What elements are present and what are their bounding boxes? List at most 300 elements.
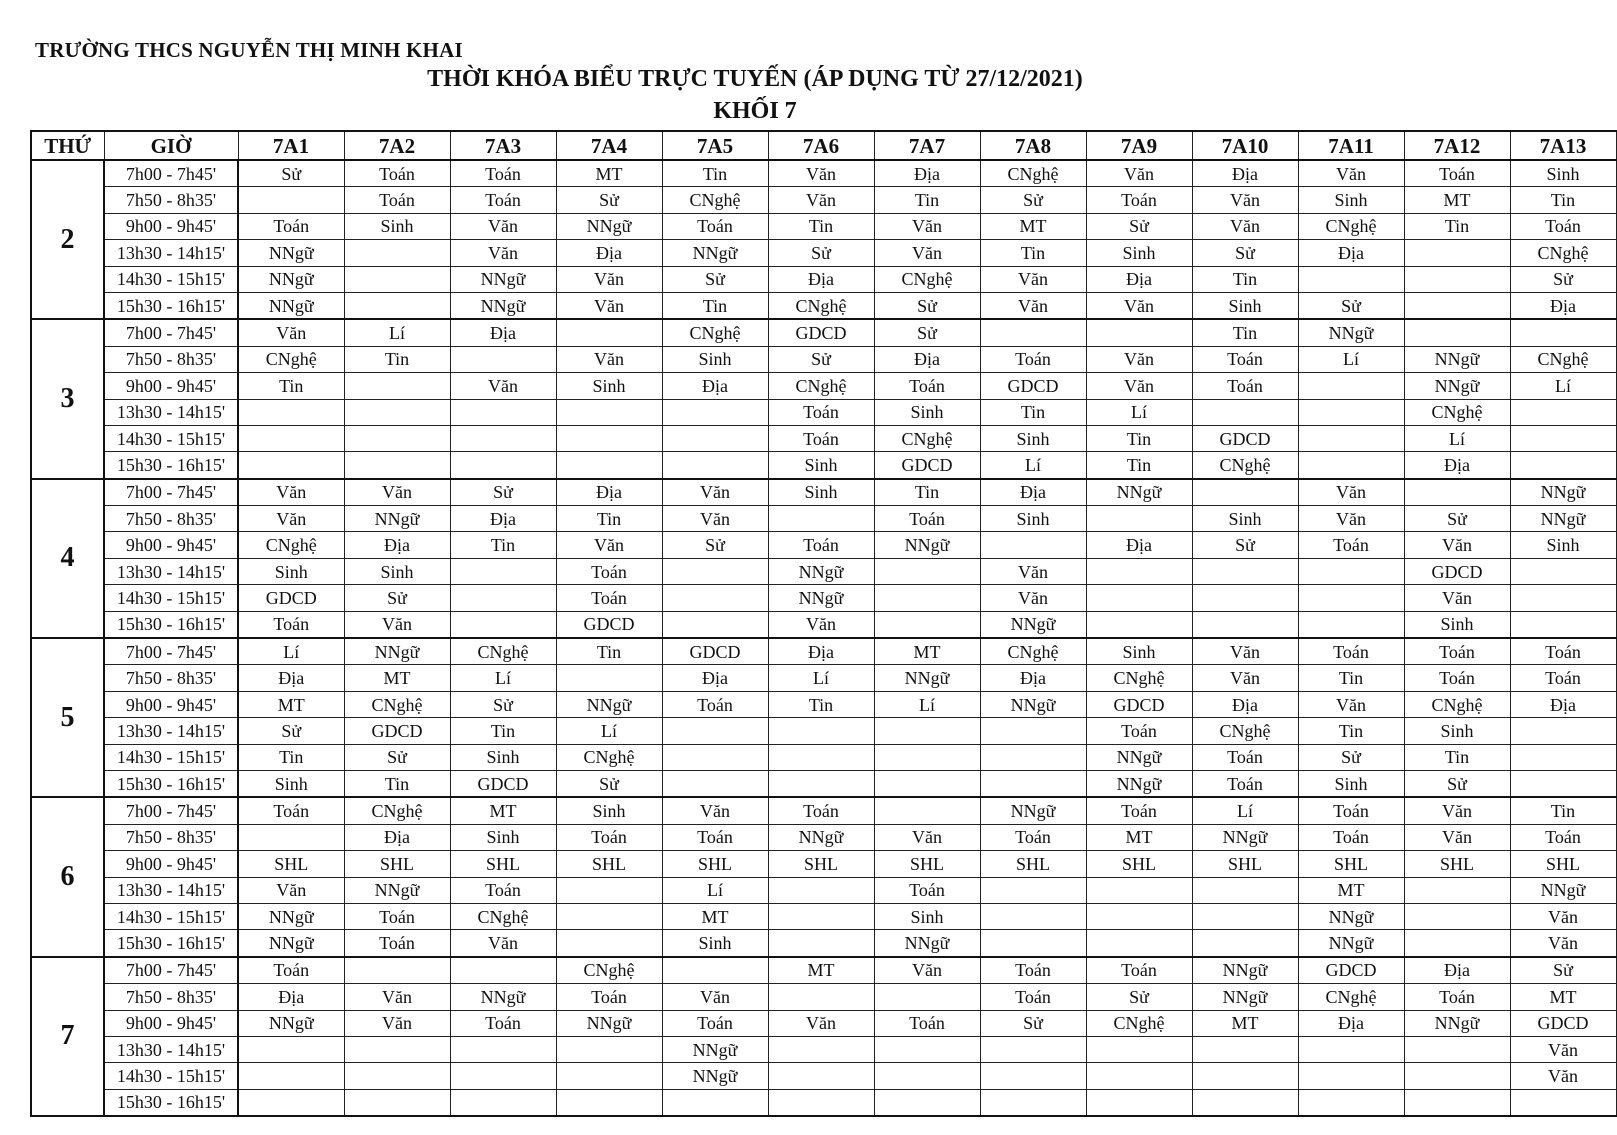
time-slot-cell: 15h30 - 16h15' — [104, 1089, 238, 1116]
subject-cell: Văn — [980, 292, 1086, 319]
subject-cell: Toán — [344, 930, 450, 957]
time-slot-cell: 13h30 - 14h15' — [104, 877, 238, 903]
subject-cell: Toán — [768, 532, 874, 558]
subject-cell: NNgữ — [238, 1010, 344, 1036]
table-row — [31, 877, 1616, 903]
subject-cell: Địa — [556, 240, 662, 266]
subject-cell: Văn — [556, 532, 662, 558]
time-slot-cell: 9h00 - 9h45' — [104, 373, 238, 399]
subject-cell: Toán — [238, 213, 344, 239]
time-slot-cell: 15h30 - 16h15' — [104, 930, 238, 957]
subject-cell: Sinh — [450, 824, 556, 850]
subject-cell — [344, 452, 450, 479]
table-row — [31, 930, 1616, 957]
subject-cell: Tin — [238, 744, 344, 770]
subject-cell: NNgữ — [1298, 930, 1404, 957]
subject-cell — [344, 957, 450, 984]
subject-cell: CNghệ — [238, 346, 344, 372]
subject-cell: MT — [1510, 984, 1616, 1010]
subject-cell: Toán — [768, 797, 874, 824]
subject-cell — [1298, 425, 1404, 451]
time-slot-cell: 14h30 - 15h15' — [104, 744, 238, 770]
subject-cell — [556, 319, 662, 346]
subject-cell — [1404, 1036, 1510, 1062]
subject-cell: Văn — [1298, 479, 1404, 506]
subject-cell: SHL — [556, 851, 662, 877]
column-header-class: 7A2 — [344, 131, 450, 160]
subject-cell: Văn — [1192, 665, 1298, 691]
subject-cell: Toán — [980, 824, 1086, 850]
subject-cell: Toán — [1510, 638, 1616, 665]
subject-cell — [1298, 585, 1404, 611]
subject-cell: Toán — [1298, 824, 1404, 850]
subject-cell: Tin — [344, 346, 450, 372]
subject-cell: Văn — [768, 611, 874, 638]
subject-cell: Tin — [662, 160, 768, 187]
time-slot-cell: 13h30 - 14h15' — [104, 558, 238, 584]
subject-cell: SHL — [1192, 851, 1298, 877]
subject-cell: NNgữ — [662, 1063, 768, 1089]
time-slot-cell: 7h50 - 8h35' — [104, 506, 238, 532]
subject-cell: Địa — [556, 479, 662, 506]
subject-cell — [980, 770, 1086, 797]
subject-cell — [556, 452, 662, 479]
table-row — [31, 1036, 1616, 1062]
subject-cell: Địa — [1510, 292, 1616, 319]
subject-cell — [768, 877, 874, 903]
subject-cell: CNghệ — [556, 744, 662, 770]
subject-cell: NNgữ — [980, 611, 1086, 638]
subject-cell: Văn — [1510, 930, 1616, 957]
subject-cell — [238, 452, 344, 479]
subject-cell — [1404, 479, 1510, 506]
subject-cell: Tin — [1404, 744, 1510, 770]
subject-cell — [1510, 558, 1616, 584]
subject-cell: Toán — [344, 187, 450, 213]
subject-cell: Toán — [1192, 346, 1298, 372]
subject-cell: NNgữ — [1404, 346, 1510, 372]
subject-cell: Văn — [344, 984, 450, 1010]
subject-cell: Toán — [874, 373, 980, 399]
subject-cell: NNgữ — [556, 213, 662, 239]
subject-cell: Tin — [768, 691, 874, 717]
subject-cell — [556, 665, 662, 691]
subject-cell: CNghệ — [1404, 691, 1510, 717]
table-row — [31, 824, 1616, 850]
subject-cell: NNgữ — [874, 930, 980, 957]
subject-cell: Toán — [662, 213, 768, 239]
subject-cell: Tin — [450, 718, 556, 744]
subject-cell: CNghệ — [980, 638, 1086, 665]
subject-cell: SHL — [1298, 851, 1404, 877]
subject-cell — [556, 425, 662, 451]
subject-cell: Tin — [768, 213, 874, 239]
subject-cell: Tin — [1404, 213, 1510, 239]
subject-cell: GDCD — [980, 373, 1086, 399]
subject-cell: Toán — [1298, 532, 1404, 558]
subject-cell: Địa — [980, 479, 1086, 506]
subject-cell — [1510, 425, 1616, 451]
subject-cell: Tin — [1510, 187, 1616, 213]
subject-cell: NNgữ — [238, 903, 344, 929]
subject-cell — [1192, 479, 1298, 506]
subject-cell: CNghệ — [450, 638, 556, 665]
subject-cell: NNgữ — [556, 1010, 662, 1036]
subject-cell — [238, 1036, 344, 1062]
subject-cell: Sinh — [1086, 240, 1192, 266]
subject-cell: Văn — [1192, 187, 1298, 213]
subject-cell: Sinh — [768, 479, 874, 506]
subject-cell: CNghệ — [450, 903, 556, 929]
subject-cell: Địa — [768, 266, 874, 292]
subject-cell: Văn — [768, 1010, 874, 1036]
subject-cell: Sinh — [450, 744, 556, 770]
subject-cell — [344, 425, 450, 451]
subject-cell: Sử — [1510, 266, 1616, 292]
subject-cell: Toán — [980, 346, 1086, 372]
subject-cell: NNgữ — [344, 877, 450, 903]
subject-cell — [768, 506, 874, 532]
time-slot-cell: 13h30 - 14h15' — [104, 1036, 238, 1062]
time-slot-cell: 15h30 - 16h15' — [104, 770, 238, 797]
subject-cell: NNgữ — [1192, 824, 1298, 850]
subject-cell: Sử — [662, 532, 768, 558]
subject-cell: NNgữ — [874, 532, 980, 558]
subject-cell: NNgữ — [238, 930, 344, 957]
table-row — [31, 346, 1616, 372]
subject-cell — [1192, 903, 1298, 929]
subject-cell — [450, 1089, 556, 1116]
subject-cell: GDCD — [556, 611, 662, 638]
subject-cell: Địa — [1404, 957, 1510, 984]
column-header-class: 7A11 — [1298, 131, 1404, 160]
subject-cell — [1510, 319, 1616, 346]
subject-cell: MT — [556, 160, 662, 187]
column-header-class: 7A13 — [1510, 131, 1616, 160]
subject-cell: Sinh — [1298, 187, 1404, 213]
subject-cell: MT — [768, 957, 874, 984]
subject-cell: Địa — [344, 532, 450, 558]
school-name: TRƯỜNG THCS NGUYỄN THỊ MINH KHAI — [35, 38, 463, 62]
subject-cell — [1404, 292, 1510, 319]
subject-cell: Sử — [1192, 240, 1298, 266]
subject-cell: NNgữ — [1404, 1010, 1510, 1036]
subject-cell — [662, 770, 768, 797]
subject-cell: MT — [1086, 824, 1192, 850]
subject-cell: NNgữ — [1192, 984, 1298, 1010]
subject-cell: Địa — [662, 665, 768, 691]
subject-cell: MT — [1298, 877, 1404, 903]
subject-cell: GDCD — [662, 638, 768, 665]
subject-cell: Toán — [344, 160, 450, 187]
table-row — [31, 452, 1616, 479]
subject-cell: Văn — [450, 213, 556, 239]
subject-cell: Sinh — [1086, 638, 1192, 665]
subject-cell — [1086, 506, 1192, 532]
subject-cell: Sử — [768, 346, 874, 372]
subject-cell — [1298, 266, 1404, 292]
subject-cell: Văn — [1086, 373, 1192, 399]
subject-cell: Lí — [1298, 346, 1404, 372]
subject-cell: Địa — [662, 373, 768, 399]
subject-cell: Toán — [1298, 797, 1404, 824]
subject-cell: Địa — [1404, 452, 1510, 479]
subject-cell: NNgữ — [1086, 770, 1192, 797]
subject-cell: Toán — [980, 957, 1086, 984]
subject-cell: Lí — [450, 665, 556, 691]
subject-cell: GDCD — [874, 452, 980, 479]
subject-cell — [980, 1063, 1086, 1089]
subject-cell: Địa — [450, 506, 556, 532]
subject-cell: Địa — [344, 824, 450, 850]
subject-cell: GDCD — [450, 770, 556, 797]
subject-cell: Văn — [1510, 1036, 1616, 1062]
subject-cell — [874, 611, 980, 638]
subject-cell: Tin — [1086, 452, 1192, 479]
subject-cell: NNgữ — [662, 1036, 768, 1062]
subject-cell — [238, 425, 344, 451]
subject-cell: MT — [980, 213, 1086, 239]
subject-cell — [556, 399, 662, 425]
subject-cell: NNgữ — [238, 240, 344, 266]
subject-cell: MT — [1404, 187, 1510, 213]
subject-cell: GDCD — [344, 718, 450, 744]
subject-cell — [1086, 585, 1192, 611]
subject-cell — [1086, 877, 1192, 903]
time-slot-cell: 13h30 - 14h15' — [104, 718, 238, 744]
subject-cell: Sinh — [238, 770, 344, 797]
subject-cell — [662, 957, 768, 984]
subject-cell — [238, 1089, 344, 1116]
subject-cell: GDCD — [1298, 957, 1404, 984]
subject-cell — [1404, 240, 1510, 266]
subject-cell: Toán — [450, 187, 556, 213]
day-cell: 4 — [31, 479, 104, 638]
subject-cell — [980, 930, 1086, 957]
subject-cell: Toán — [1192, 373, 1298, 399]
subject-cell — [238, 824, 344, 850]
subject-cell: Toán — [556, 585, 662, 611]
table-row — [31, 957, 1616, 984]
time-slot-cell: 15h30 - 16h15' — [104, 292, 238, 319]
table-row — [31, 984, 1616, 1010]
table-row — [31, 479, 1616, 506]
subject-cell: Sử — [556, 770, 662, 797]
subject-cell — [556, 930, 662, 957]
subject-cell: SHL — [238, 851, 344, 877]
subject-cell: CNghệ — [1086, 1010, 1192, 1036]
table-row — [31, 292, 1616, 319]
subject-cell — [1404, 1063, 1510, 1089]
subject-cell: Toán — [662, 824, 768, 850]
subject-cell: Địa — [980, 665, 1086, 691]
column-header-class: 7A3 — [450, 131, 556, 160]
subject-cell: MT — [450, 797, 556, 824]
subject-cell — [450, 1063, 556, 1089]
table-row — [31, 399, 1616, 425]
subject-cell: Văn — [980, 585, 1086, 611]
time-slot-cell: 7h00 - 7h45' — [104, 957, 238, 984]
time-slot-cell: 9h00 - 9h45' — [104, 691, 238, 717]
subject-cell — [980, 1036, 1086, 1062]
day-cell: 5 — [31, 638, 104, 797]
subject-cell — [1510, 718, 1616, 744]
subject-cell — [1086, 1063, 1192, 1089]
subject-cell: Địa — [1086, 532, 1192, 558]
subject-cell: Tin — [1298, 718, 1404, 744]
subject-cell: Sinh — [1510, 160, 1616, 187]
subject-cell: Địa — [238, 984, 344, 1010]
subject-cell: GDCD — [1086, 691, 1192, 717]
subject-cell: Lí — [1510, 373, 1616, 399]
subject-cell: GDCD — [1192, 425, 1298, 451]
subject-cell: Địa — [1086, 266, 1192, 292]
table-row — [31, 585, 1616, 611]
subject-cell: Địa — [1510, 691, 1616, 717]
subject-cell: Văn — [344, 1010, 450, 1036]
subject-cell: MT — [662, 903, 768, 929]
subject-cell — [1404, 877, 1510, 903]
subject-cell: Địa — [1192, 160, 1298, 187]
subject-cell: Văn — [1404, 797, 1510, 824]
subject-cell: Lí — [556, 718, 662, 744]
subject-cell — [556, 1036, 662, 1062]
subject-cell: Toán — [874, 506, 980, 532]
timetable-body — [31, 160, 1616, 1116]
subject-cell: Tin — [556, 506, 662, 532]
subject-cell — [662, 744, 768, 770]
table-row — [31, 506, 1616, 532]
time-slot-cell: 9h00 - 9h45' — [104, 851, 238, 877]
grade-title: KHỐI 7 — [713, 98, 797, 124]
subject-cell: Sử — [768, 240, 874, 266]
time-slot-cell: 7h00 - 7h45' — [104, 319, 238, 346]
subject-cell: Văn — [662, 479, 768, 506]
subject-cell: Toán — [1404, 160, 1510, 187]
subject-cell: Toán — [1086, 718, 1192, 744]
column-header-class: 7A1 — [238, 131, 344, 160]
day-cell: 3 — [31, 319, 104, 478]
subject-cell: Sử — [980, 187, 1086, 213]
subject-cell — [1404, 266, 1510, 292]
subject-cell — [1404, 903, 1510, 929]
subject-cell: SHL — [662, 851, 768, 877]
subject-cell: MT — [1192, 1010, 1298, 1036]
subject-cell — [874, 744, 980, 770]
subject-cell: CNghệ — [1510, 240, 1616, 266]
subject-cell: Văn — [238, 479, 344, 506]
subject-cell: NNgữ — [1510, 506, 1616, 532]
subject-cell — [1086, 930, 1192, 957]
subject-cell: Địa — [238, 665, 344, 691]
column-header-class: 7A7 — [874, 131, 980, 160]
subject-cell — [768, 930, 874, 957]
subject-cell: NNgữ — [1086, 744, 1192, 770]
subject-cell: GDCD — [768, 319, 874, 346]
subject-cell: SHL — [1404, 851, 1510, 877]
subject-cell — [768, 718, 874, 744]
subject-cell: Toán — [662, 691, 768, 717]
subject-cell — [344, 1036, 450, 1062]
subject-cell: Toán — [980, 984, 1086, 1010]
subject-cell: MT — [238, 691, 344, 717]
time-slot-cell: 7h50 - 8h35' — [104, 824, 238, 850]
header-row — [31, 131, 1616, 160]
subject-cell: Sinh — [556, 797, 662, 824]
subject-cell: Sinh — [874, 399, 980, 425]
subject-cell: Toán — [1510, 665, 1616, 691]
time-slot-cell: 7h00 - 7h45' — [104, 797, 238, 824]
subject-cell: Văn — [1404, 585, 1510, 611]
subject-cell: Sử — [1298, 744, 1404, 770]
subject-cell: CNghệ — [1510, 346, 1616, 372]
subject-cell: GDCD — [1510, 1010, 1616, 1036]
subject-cell — [1192, 1063, 1298, 1089]
subject-cell: Toán — [874, 1010, 980, 1036]
subject-cell — [768, 1089, 874, 1116]
time-slot-cell: 9h00 - 9h45' — [104, 213, 238, 239]
subject-cell: Toán — [1298, 638, 1404, 665]
subject-cell: CNghệ — [768, 373, 874, 399]
subject-cell: CNghệ — [1404, 399, 1510, 425]
subject-cell: Sử — [238, 718, 344, 744]
subject-cell: Tin — [344, 770, 450, 797]
subject-cell: Toán — [1192, 744, 1298, 770]
subject-cell — [1298, 399, 1404, 425]
subject-cell — [450, 611, 556, 638]
subject-cell: Tin — [238, 373, 344, 399]
subject-cell — [980, 1089, 1086, 1116]
subject-cell — [1086, 319, 1192, 346]
subject-cell: Lí — [344, 319, 450, 346]
subject-cell: Sử — [344, 585, 450, 611]
subject-cell: Văn — [1298, 691, 1404, 717]
table-row — [31, 903, 1616, 929]
subject-cell — [1298, 1063, 1404, 1089]
subject-cell: Sử — [874, 292, 980, 319]
subject-cell: Sinh — [1404, 718, 1510, 744]
subject-cell: Văn — [874, 213, 980, 239]
subject-cell — [662, 425, 768, 451]
subject-cell — [1298, 558, 1404, 584]
subject-cell — [1404, 319, 1510, 346]
table-row — [31, 718, 1616, 744]
subject-cell: Văn — [238, 506, 344, 532]
subject-cell — [1510, 744, 1616, 770]
subject-cell: NNgữ — [768, 824, 874, 850]
subject-cell: CNghệ — [662, 319, 768, 346]
subject-cell — [1510, 585, 1616, 611]
subject-cell — [1192, 1089, 1298, 1116]
table-row — [31, 558, 1616, 584]
subject-cell — [980, 532, 1086, 558]
subject-cell — [662, 452, 768, 479]
subject-cell — [1086, 903, 1192, 929]
subject-cell — [874, 558, 980, 584]
subject-cell — [768, 984, 874, 1010]
subject-cell: NNgữ — [874, 665, 980, 691]
subject-cell — [1510, 770, 1616, 797]
subject-cell: Sinh — [1298, 770, 1404, 797]
subject-cell — [662, 718, 768, 744]
subject-cell: Tin — [874, 187, 980, 213]
subject-cell: Địa — [450, 319, 556, 346]
subject-cell: Tin — [662, 292, 768, 319]
subject-cell: Toán — [662, 1010, 768, 1036]
subject-cell: Tin — [874, 479, 980, 506]
table-row — [31, 1010, 1616, 1036]
time-slot-cell: 14h30 - 15h15' — [104, 1063, 238, 1089]
